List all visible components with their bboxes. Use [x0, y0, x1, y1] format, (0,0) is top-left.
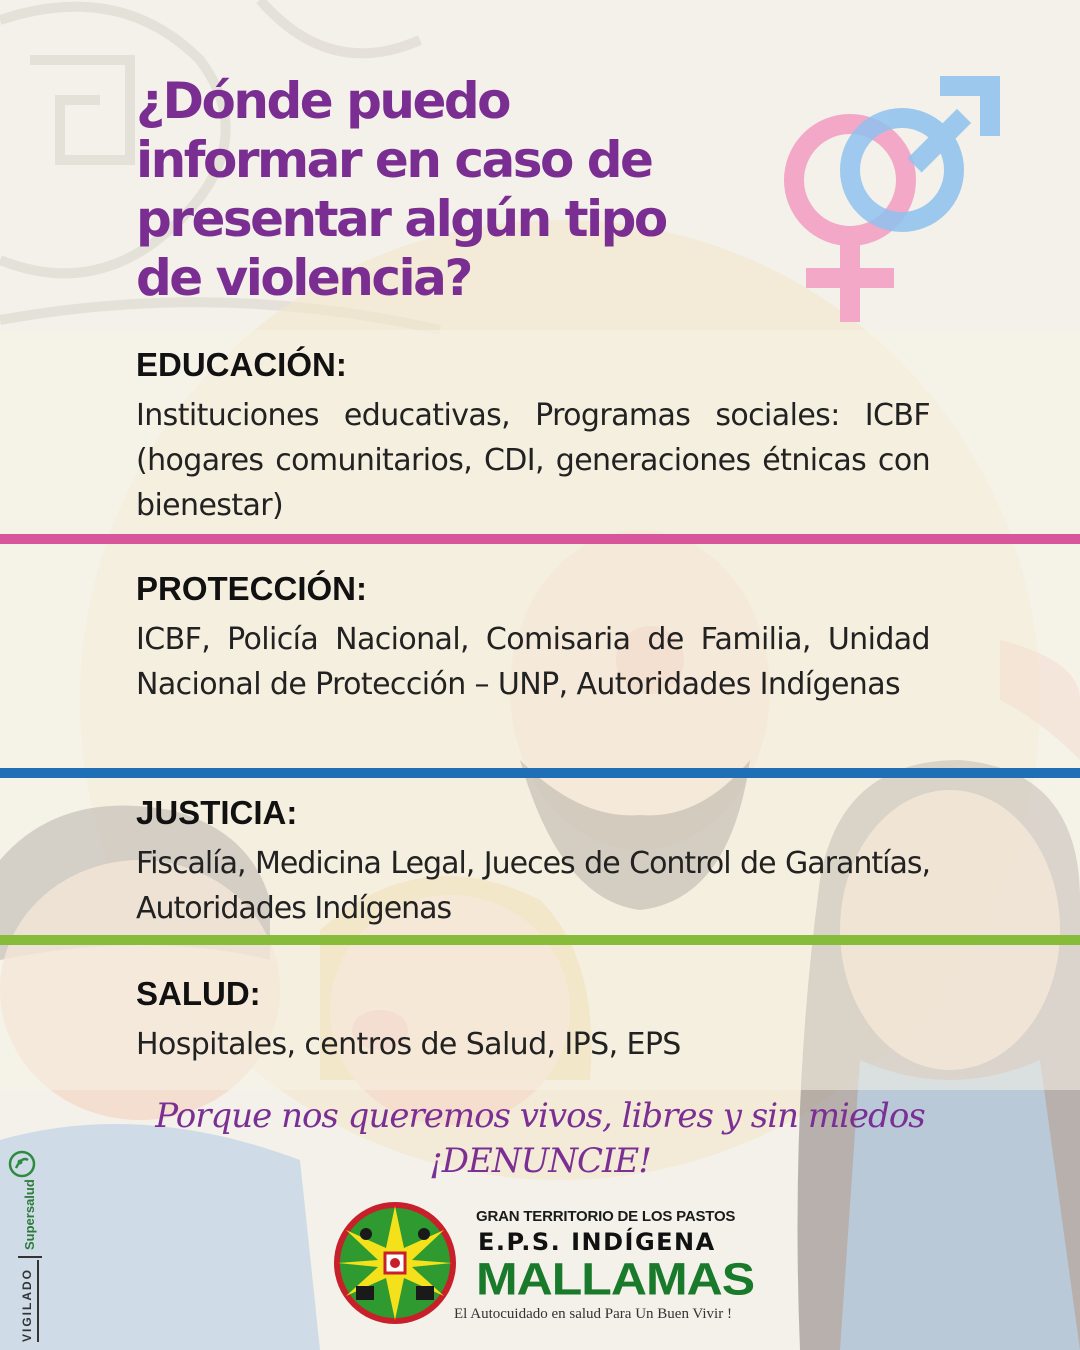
section-body: Fiscalía, Medicina Legal, Jueces de Control de Garantías, Autoridades Indígenas: [136, 846, 930, 926]
vigilado-bar: [37, 1260, 39, 1342]
section-salud: [136, 974, 930, 1067]
divider-justicia: [0, 935, 1080, 945]
vigilado-label: VIGILADO: [20, 1267, 34, 1342]
section-body: ICBF, Policía Nacional, Comisaria de Familia, Unidad Nacional de Protección – UNP, Autoridades Indígenas: [136, 622, 930, 702]
section-body: Instituciones educativas, Programas sociales: ICBF (hogares comunitarios, CDI, generaciones étnicas con bienestar): [136, 398, 930, 523]
section-heading: SALUD:: [136, 975, 261, 1012]
brand-tagline: El Autocuidado en salud Para Un Buen Vivir !: [454, 1306, 732, 1322]
mallamas-logo-icon: [332, 1200, 458, 1326]
male-symbol-icon: [850, 76, 1000, 222]
page-title: [136, 72, 696, 308]
section-justicia: [136, 793, 930, 931]
slogan: Porque nos queremos vivos, libres y sin miedos: [155, 1096, 925, 1136]
section-heading: JUSTICIA:: [136, 794, 298, 831]
divider-educacion: [0, 534, 1080, 544]
section-heading: EDUCACIÓN:: [136, 346, 347, 383]
vigilado-divider: [18, 1256, 42, 1258]
brand-eps: E.P.S. INDÍGENA: [478, 1228, 716, 1256]
title-line: informar en caso de: [136, 131, 652, 189]
gender-symbols-icon: [770, 70, 1010, 330]
section-proteccion: [136, 569, 930, 707]
title-line: presentar algún tipo: [136, 190, 666, 248]
slogan-denuncie: ¡DENUNCIE!: [429, 1141, 651, 1181]
section-heading: PROTECCIÓN:: [136, 570, 367, 607]
vigilado-supersalud: [4, 1150, 44, 1345]
supersalud-icon: [8, 1150, 36, 1178]
supersalud-label: Supersalud: [22, 1179, 37, 1250]
brand-territory: GRAN TERRITORIO DE LOS PASTOS: [476, 1208, 736, 1225]
title-line: de violencia?: [136, 249, 471, 307]
divider-proteccion: [0, 768, 1080, 778]
brand-name: MALLAMAS: [476, 1254, 755, 1305]
section-body: Hospitales, centros de Salud, IPS, EPS: [136, 1027, 681, 1062]
title-line: ¿Dónde puedo: [136, 72, 510, 130]
section-educacion: [136, 345, 930, 528]
